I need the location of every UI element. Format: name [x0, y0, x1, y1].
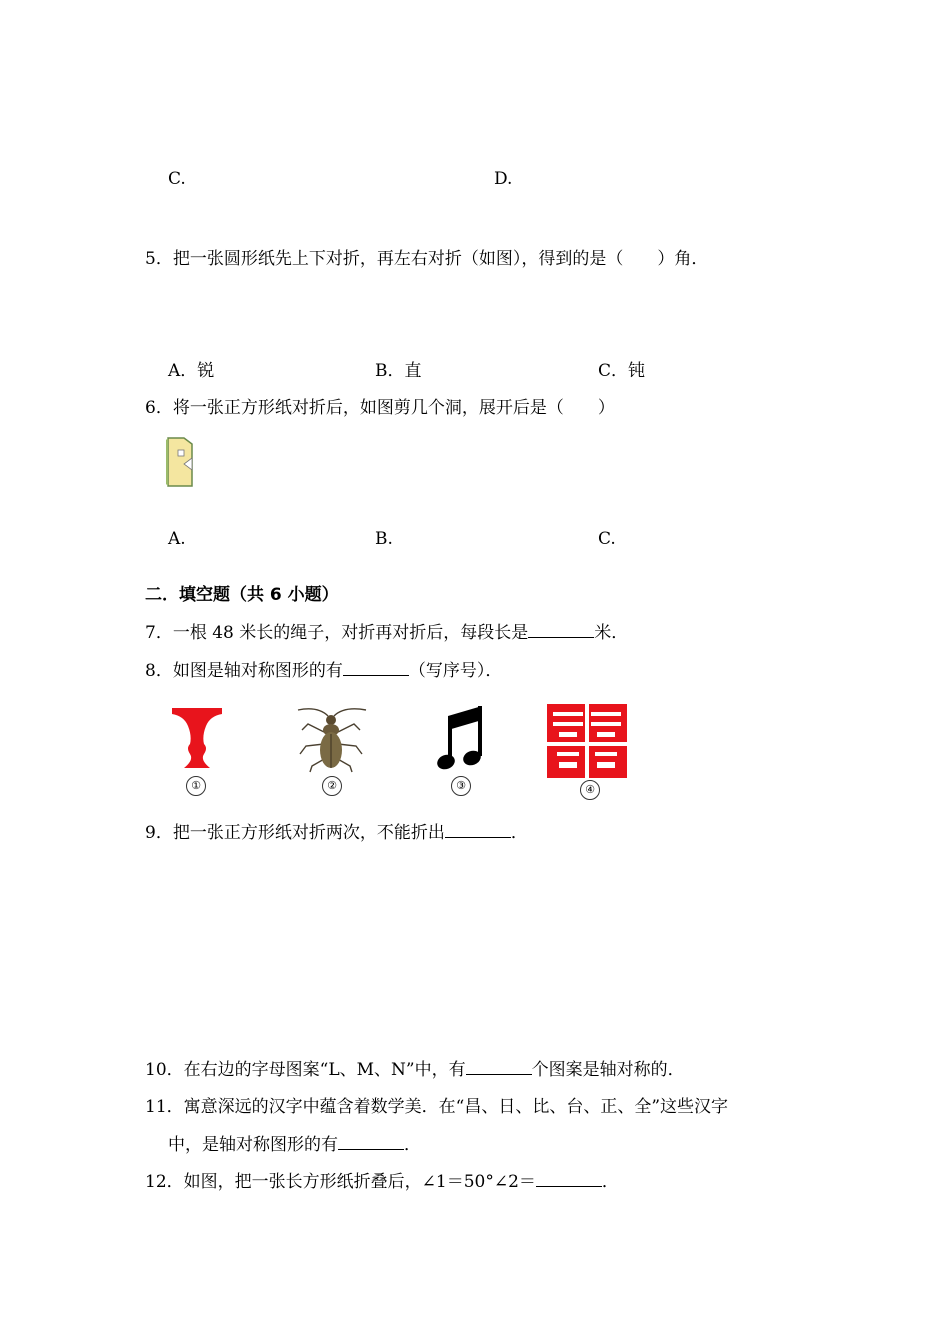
- figure-label-2: ②: [322, 776, 342, 796]
- q9-suffix: ．: [510, 823, 528, 843]
- q12-text: 12．如图，把一张长方形纸折叠后，∠1＝50°∠2＝: [145, 1172, 536, 1192]
- question-9: [145, 821, 528, 844]
- figure-label-4: ④: [580, 780, 600, 800]
- q5-option-b: B．直: [375, 361, 422, 381]
- q11-answer-blank[interactable]: [338, 1133, 404, 1150]
- figure-label-3: ③: [451, 776, 471, 796]
- question-5-text: 5．把一张圆形纸先上下对折，再左右对折（如图），得到的是（ ）角．: [145, 249, 709, 269]
- q11-suffix: ．: [404, 1135, 421, 1155]
- question-6-text: 6．将一张正方形纸对折后，如图剪几个洞，展开后是（ ）: [145, 398, 615, 418]
- question-11-line-1: 11．寓意深远的汉字中蕴含着数学美．在“昌、日、比、台、正、全”这些汉字: [145, 1097, 729, 1117]
- folded-paper-figure: [164, 436, 196, 490]
- q9-text: 9．把一张正方形纸对折两次，不能折出: [145, 823, 445, 843]
- q10-text: 10．在右边的字母图案“L、M、N”中，有: [145, 1060, 466, 1080]
- vase-faces-figure: [170, 706, 224, 770]
- q6-option-b: B.: [375, 529, 393, 549]
- q7-text: 7．一根 48 米长的绳子，对折再对折后，每段长是: [145, 623, 529, 643]
- question-12: [145, 1170, 619, 1193]
- q7-answer-blank[interactable]: [528, 621, 594, 638]
- figure-label-1: ①: [186, 776, 206, 796]
- q9-answer-blank[interactable]: [445, 821, 511, 838]
- q8-answer-blank[interactable]: [343, 659, 409, 676]
- beetle-figure: [290, 702, 372, 774]
- q5-option-a: A．锐: [168, 361, 215, 381]
- q11-text: 中，是轴对称图形的有: [168, 1135, 338, 1155]
- q12-suffix: ．: [601, 1172, 619, 1192]
- q8-suffix: （写序号）．: [408, 661, 503, 681]
- q4-option-d: D.: [494, 169, 513, 189]
- q6-option-a: A.: [168, 529, 186, 549]
- q8-text: 8．如图是轴对称图形的有: [145, 661, 343, 681]
- double-happiness-figure: [547, 704, 627, 778]
- q4-option-c: C.: [168, 169, 186, 189]
- question-8: [145, 659, 502, 682]
- q10-suffix: 个图案是轴对称的．: [531, 1060, 685, 1080]
- question-7: [145, 621, 628, 644]
- question-11-line-2: [168, 1133, 421, 1156]
- q12-answer-blank[interactable]: [536, 1170, 602, 1187]
- q6-option-c: C.: [598, 529, 616, 549]
- music-note-icon: [436, 702, 486, 774]
- q10-answer-blank[interactable]: [466, 1058, 532, 1075]
- section-title: 二．填空题（共 6 小题）: [145, 585, 339, 605]
- question-10: [145, 1058, 685, 1081]
- q5-option-c: C．钝: [598, 361, 646, 381]
- q7-suffix: 米．: [594, 623, 629, 643]
